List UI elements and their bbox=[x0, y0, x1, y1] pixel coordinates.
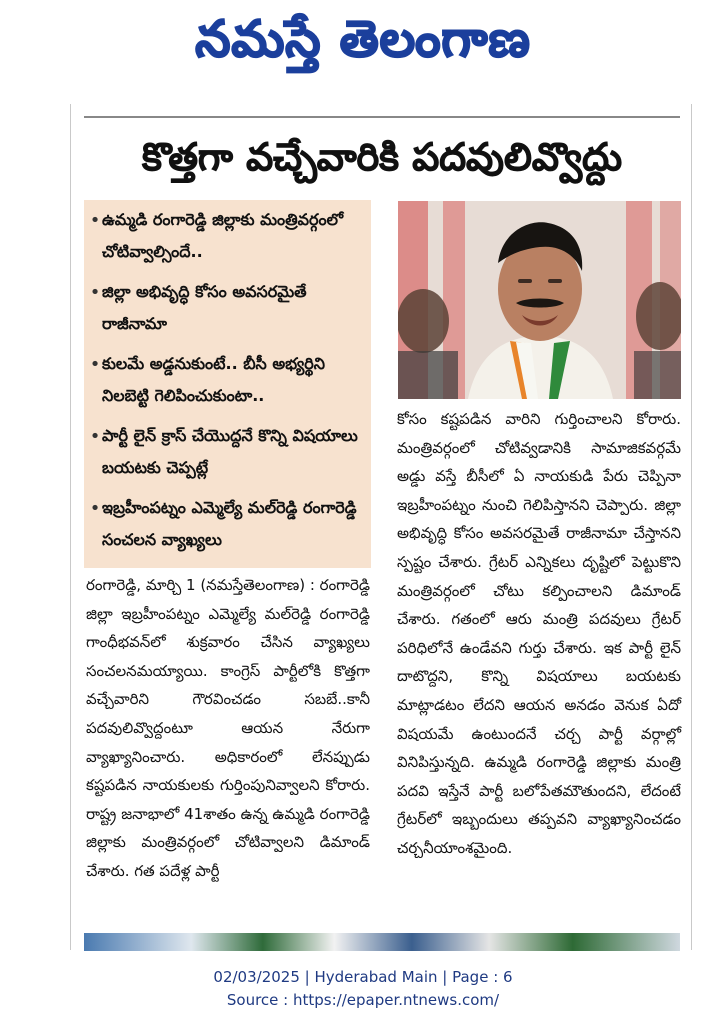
highlight-item bbox=[88, 276, 365, 340]
article-body-left-column: రంగారెడ్డి, మార్చి 1 (నమస్తేతెలంగాణ) : రంగారెడ్డి జిల్లా ఇబ్రహీంపట్నం ఎమ్మెల్యే మల్‌రెడ్డి రంగారెడ్డి గాంధీభవన్‌లో శుక్రవారం చేసిన వ్యాఖ్యలు సంచలనమయ్యాయి. కాంగ్రెస్ పార్టీలోకి కొత్తగా వచ్చేవారిని గౌరవించడం సబబే..కానీ పదవులివ్వొద్దంటూ ఆయన నేరుగా వ్యాఖ్యానించారు. అధికారంలో లేనప్పుడు కష్టపడిన నాయకులకు గుర్తింపునివ్వాలని కోరారు. రాష్ట్ర జనాభాలో 41శాతం ఉన్న ఉమ్మడి రంగారెడ్డి జిల్లాకు మంత్రివర్గంలో చోటివ్వాలని డిమాండ్ చేశారు. గత పదేళ్ల పార్టీ bbox=[86, 576, 370, 880]
politician-photo bbox=[398, 201, 681, 399]
bullet-icon: • bbox=[89, 426, 101, 447]
bullet-icon: • bbox=[89, 498, 101, 519]
footer-source-link[interactable]: Source : https://epaper.ntnews.com/ bbox=[226, 991, 500, 1009]
bullet-icon: • bbox=[89, 210, 101, 231]
highlight-item bbox=[88, 492, 365, 556]
highlight-text: పార్టీ లైన్ క్రాస్ చేయొద్దనే కొన్ని విషయాలు బయటకు చెప్పట్లే bbox=[102, 426, 358, 477]
highlights-box bbox=[84, 200, 371, 568]
bullet-icon: • bbox=[89, 354, 101, 375]
highlight-text: ఇబ్రహీంపట్నం ఎమ్మెల్యే మల్‌రెడ్డి రంగారెడ్డి సంచలన వ్యాఖ్యలు bbox=[102, 498, 357, 549]
highlight-text: జిల్లా అభివృద్ధి కోసం అవసరమైతే రాజీనామా bbox=[102, 282, 307, 333]
next-article-photo-strip bbox=[84, 933, 680, 951]
bullet-icon: • bbox=[89, 282, 101, 303]
newspaper-masthead: నమస్తే తెలంగాణ bbox=[195, 10, 531, 68]
highlight-item bbox=[88, 348, 365, 412]
article-body-right-column: కోసం కష్టపడిన వారిని గుర్తించాలని కోరారు. మంత్రివర్గంలో చోటివ్వడానికి సామాజికవర్గమే అడ్డు వస్తే బీసీలో ఏ నాయకుడి పేరు చెప్పినా ఇబ్రహీంపట్నం నుంచి గెలిపిస్తానని చెప్పారు. జిల్లా అభివృద్ధి కోసం అవసరమైతే రాజీనామా చేస్తానని స్పష్టం చేశారు. గ్రేటర్ ఎన్నికలు దృష్టిలో పెట్టుకొని మంత్రివర్గంలో చోటు కల్పించాలని డిమాండ్ చేశారు. గతంలో ఆరు మంత్రి పదవులు గ్రేటర్ పరిధిలోనే ఉండేవని గుర్తు చేశారు. ఇక పార్టీ లైన్ దాటొద్దని, కొన్ని విషయాలు బయటకు మాట్లాడటం లేదని ఆయన అనడం వెనుక ఏదో విషయమే ఉంటుందనే చర్చ పార్టీ వర్గాల్లో వినిపిస్తున్నది. ఉమ్మడి రంగారెడ్డి జిల్లాకు మంత్రి పదవి ఇస్తేనే పార్టీ బలోపేతమౌతుందని, లేదంటే గ్రేటర్‌లో ఇబ్బందులు తప్పవని వ్యాఖ్యానించడం చర్చనీయాంశమైంది. bbox=[397, 410, 681, 857]
portrait-illustration bbox=[398, 201, 681, 399]
highlight-text: ఉమ్మడి రంగారెడ్డి జిల్లాకు మంత్రివర్గంలో చోటివ్వాల్సిందే.. bbox=[102, 210, 344, 261]
footer-edition-info: 02/03/2025 | Hyderabad Main | Page : 6 bbox=[213, 968, 513, 986]
headline-rule bbox=[84, 116, 680, 118]
highlight-item bbox=[88, 420, 365, 484]
highlight-item bbox=[88, 204, 365, 268]
article-headline: కొత్తగా వచ్చేవారికి పదవులివ్వొద్దు bbox=[141, 135, 623, 179]
highlight-text: కులమే అడ్డనుకుంటే.. బీసీ అభ్యర్థిని నిలబెట్టి గెలిపించుకుంటా.. bbox=[102, 354, 326, 405]
